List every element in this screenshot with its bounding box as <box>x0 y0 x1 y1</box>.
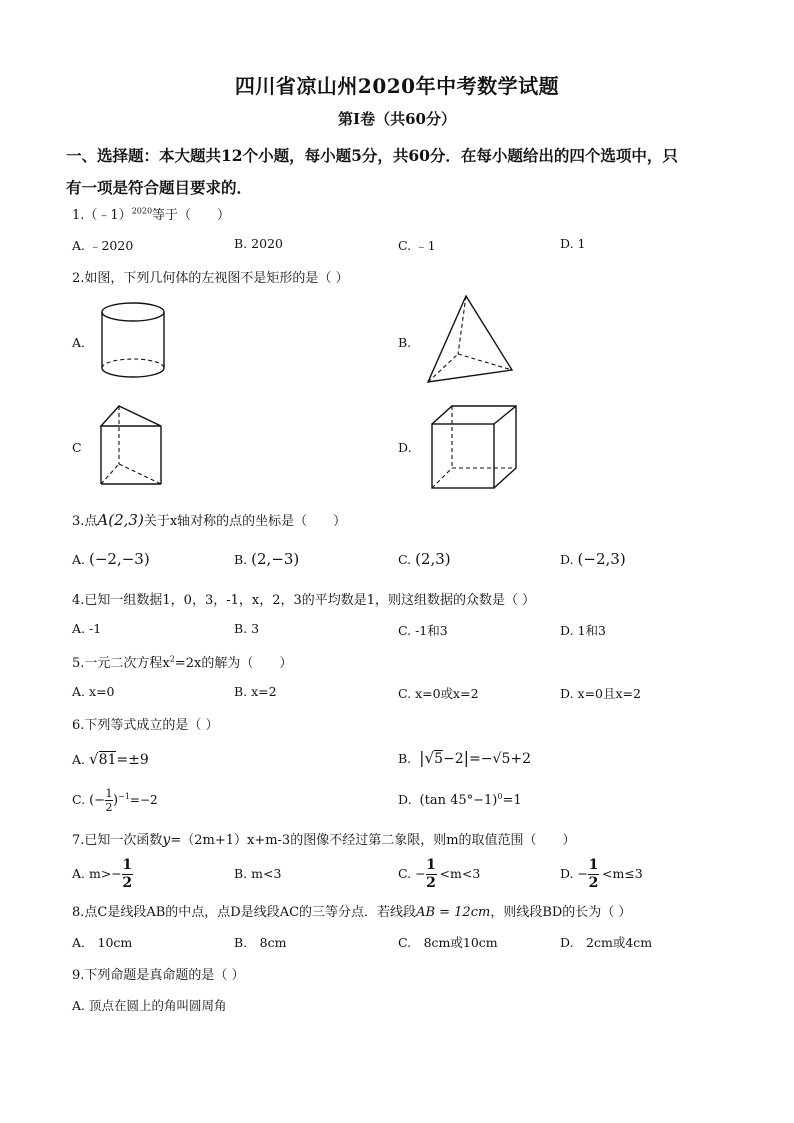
q2-option-a: A. <box>72 335 86 350</box>
q7-option-c <box>398 858 480 891</box>
q8-stem-a: 8.点C是线段AB的中点，点D是线段AC的三等分点．若线段 <box>72 905 417 920</box>
q5-option-d: D. x=0且x=2 <box>560 686 641 701</box>
q7-d-fraction <box>588 858 599 891</box>
q7-a-numerator: 1 <box>122 857 133 873</box>
q1-stem-b: 等于（ ） <box>152 208 231 223</box>
q3-b-label: B. <box>234 552 248 567</box>
q6-d-body: (tan 45°−1) <box>419 793 498 809</box>
q6-option-a: A. √81=±9 <box>72 750 149 768</box>
q1-option-d: D. 1 <box>560 236 586 251</box>
q3-option-a <box>72 550 150 568</box>
q7-c-post: <m<3 <box>439 866 481 881</box>
q3-a-value: (−2,−3) <box>89 550 150 568</box>
q8-stem-b: ，则线段BD的长为（ ） <box>490 905 632 920</box>
q7-option-d <box>560 858 643 891</box>
q7-y: y <box>162 832 171 848</box>
section-line-2: 有一项是符合题目要求的． <box>66 178 253 197</box>
q5-option-a: A. x=0 <box>72 684 115 699</box>
q1-exponent: 2020 <box>131 206 153 216</box>
q7-a-denominator: 2 <box>122 875 133 891</box>
q5-option-b: B. x=2 <box>234 684 277 699</box>
q7-a-pre: A. m>− <box>72 866 122 881</box>
q7-d-post: <m≤3 <box>602 866 643 881</box>
q6-c-rest: =−2 <box>129 793 158 807</box>
q1-option-c: C. ﹣1 <box>398 238 436 253</box>
q3-c-value: (2,3) <box>415 550 451 568</box>
q6-d-label: D. <box>398 792 412 808</box>
q5-exponent: 2 <box>169 654 175 664</box>
tetrahedron-figure <box>420 292 520 388</box>
q8-option-a: A. 10cm <box>72 935 133 950</box>
q7-c-numerator: 1 <box>426 857 436 873</box>
q5-stem-b: =2x的解为（ ） <box>174 656 293 671</box>
q6-b-label: B. <box>398 751 412 766</box>
q9-option-a: A. 顶点在圆上的角叫圆周角 <box>72 998 227 1013</box>
q6-c-label: C. <box>72 792 86 807</box>
cube-figure <box>428 402 522 494</box>
q3-stem-a: 3.点 <box>72 514 98 529</box>
question-8-stem <box>72 901 631 920</box>
section-line-1: 一、选择题：本大题共12个小题，每小题5分，共60分．在每小题给出的四个选项中，只 <box>66 146 678 165</box>
cylinder-figure <box>98 300 170 384</box>
q1-option-b: B. 2020 <box>234 236 283 251</box>
q6-c-denominator: 2 <box>105 801 113 814</box>
q6-b-mid: −2 <box>443 751 464 767</box>
q7-stem-b: =（2m+1）x+m-3的图像不经过第二象限，则m的取值范围（ ） <box>170 833 576 848</box>
q6-option-b: B. |√5−2|=−√5+2 <box>398 748 531 767</box>
question-3-stem <box>72 510 346 529</box>
q3-d-label: D. <box>560 552 574 567</box>
question-7-stem <box>72 829 576 848</box>
question-2-stem: 2.如图，下列几何体的左视图不是矩形的是（ ） <box>72 271 349 286</box>
question-9-stem: 9.下列命题是真命题的是（ ） <box>72 968 245 983</box>
q2-option-b: B. <box>398 335 412 350</box>
q6-c-fraction <box>105 788 113 813</box>
q3-a-label: A. <box>72 552 86 567</box>
q8-option-d: D. 2cm或4cm <box>560 935 653 950</box>
question-6-stem: 6.下列等式成立的是（ ） <box>72 718 219 733</box>
q7-c-pre: C. − <box>398 866 426 881</box>
q6-a-rest: =±9 <box>116 752 149 768</box>
q8-option-c: C. 8cm或10cm <box>398 935 498 950</box>
q3-point: A(2,3) <box>97 511 144 529</box>
q3-option-d <box>560 550 626 568</box>
prism-figure <box>95 400 169 492</box>
q7-stem-a: 7.已知一次函数 <box>72 833 163 848</box>
q3-d-value: (−2,3) <box>577 550 626 568</box>
q6-d-rest: =1 <box>502 793 522 809</box>
question-5-stem <box>72 652 292 671</box>
q6-b-radicand: 5 <box>434 751 444 767</box>
q4-option-d: D. 1和3 <box>560 623 606 638</box>
q6-c-pre: (− <box>89 793 106 808</box>
q6-d-exponent: 0 <box>497 792 503 801</box>
page-title: 四川省凉山州2020年中考数学试题 <box>234 74 560 98</box>
question-4-stem: 4.已知一组数据1，0，3，-1，x，2，3的平均数是1，则这组数据的众数是（ ） <box>72 593 536 608</box>
q3-c-label: C. <box>398 552 412 567</box>
q3-b-value: (2,−3) <box>251 550 300 568</box>
q7-d-numerator: 1 <box>588 857 599 873</box>
question-1-stem <box>72 204 230 223</box>
q6-c-post: ) <box>113 793 119 808</box>
q4-option-a: A. -1 <box>72 621 102 636</box>
q3-stem-b: 关于x轴对称的点的坐标是（ ） <box>143 514 347 529</box>
q4-option-b: B. 3 <box>234 621 260 636</box>
q6-option-c <box>72 788 158 813</box>
section-instructions <box>66 140 736 204</box>
q6-c-exponent: −1 <box>118 791 130 801</box>
q7-option-b: B. m<3 <box>234 866 282 881</box>
q1-option-a: A. ﹣2020 <box>72 238 134 253</box>
q4-option-c: C. -1和3 <box>398 623 448 638</box>
q8-math: AB = 12cm <box>416 905 491 920</box>
q6-a-radicand: 81 <box>98 752 117 768</box>
q6-c-numerator: 1 <box>105 787 113 800</box>
q5-stem-a: 5.一元二次方程x <box>72 656 170 671</box>
q2-option-c: C <box>72 440 82 455</box>
q6-b-rest: =−√5+2 <box>469 751 531 767</box>
q1-stem-a: 1.（﹣1） <box>72 208 132 223</box>
q7-c-fraction <box>426 858 437 891</box>
q7-d-pre: D. − <box>560 866 588 881</box>
q3-option-c <box>398 550 451 568</box>
q6-a-label: A. <box>72 752 86 767</box>
q7-option-a <box>72 858 133 891</box>
q6-option-d <box>398 792 522 808</box>
q8-option-b: B. 8cm <box>234 935 287 950</box>
q7-c-denominator: 2 <box>426 875 436 891</box>
q3-option-b <box>234 550 299 568</box>
q2-option-d: D. <box>398 440 412 455</box>
q5-option-c: C. x=0或x=2 <box>398 686 479 701</box>
q7-a-fraction <box>122 858 133 891</box>
page-subtitle: 第I卷（共60分） <box>338 110 456 128</box>
q7-d-denominator: 2 <box>588 875 599 891</box>
